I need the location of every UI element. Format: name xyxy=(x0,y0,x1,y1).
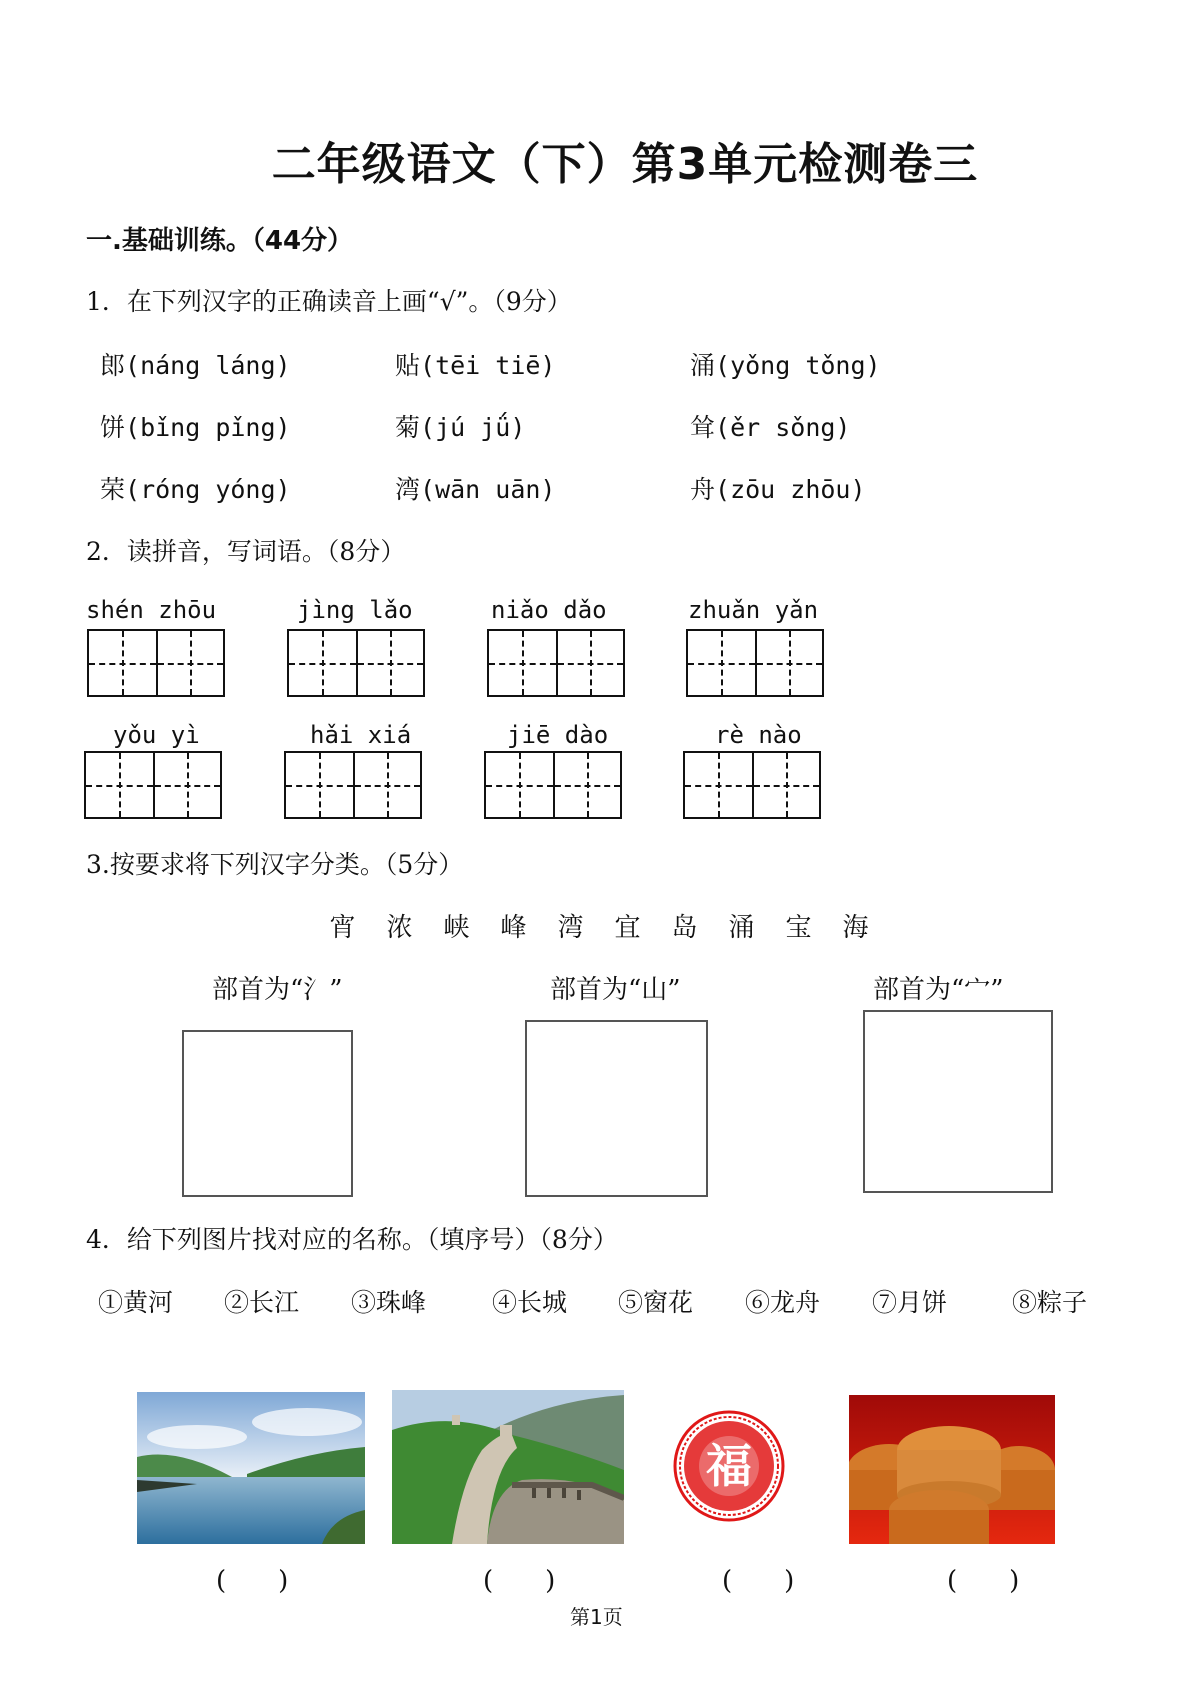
section-heading: 一.基础训练。（44分） xyxy=(86,226,354,256)
river-picture xyxy=(137,1392,365,1544)
sort-char: 宜 xyxy=(614,913,641,943)
answer-blank[interactable]: ( ) xyxy=(483,1566,556,1596)
writing-grid[interactable] xyxy=(686,629,824,697)
sort-char: 浓 xyxy=(386,913,413,943)
word-pinyin: rè nào xyxy=(715,721,802,749)
question-3-prompt: 3.按要求将下列汉字分类。（5分） xyxy=(86,850,464,879)
paper-cut-picture xyxy=(673,1410,785,1522)
answer-box-roof-radical[interactable] xyxy=(863,1010,1053,1193)
pinyin-choice-item[interactable]: 耸(ěr sǒng) xyxy=(690,413,851,442)
characters-to-sort xyxy=(314,907,884,944)
answer-box-mountain-radical[interactable] xyxy=(525,1020,708,1197)
pinyin-choice-item[interactable]: 舟(zōu zhōu) xyxy=(690,475,866,504)
answer-blank[interactable]: ( ) xyxy=(947,1566,1020,1596)
word-pinyin: niǎo dǎo xyxy=(491,596,607,624)
word-pinyin: shén zhōu xyxy=(86,596,217,624)
name-option: ⑤窗花 xyxy=(618,1288,694,1317)
sort-char: 宵 xyxy=(329,913,356,943)
answer-blank[interactable]: ( ) xyxy=(722,1566,795,1596)
sort-char: 宝 xyxy=(785,913,812,943)
word-pinyin: hǎi xiá xyxy=(310,721,412,749)
question-1-prompt: 1．在下列汉字的正确读音上画“√”。（9分） xyxy=(86,287,572,316)
writing-grid[interactable] xyxy=(284,751,422,819)
pinyin-choice-item[interactable]: 郎(náng láng) xyxy=(100,351,291,380)
word-pinyin: zhuǎn yǎn xyxy=(688,596,819,624)
writing-grid[interactable] xyxy=(487,629,625,697)
writing-grid[interactable] xyxy=(87,629,225,697)
pinyin-choice-item[interactable]: 菊(jú jǘ) xyxy=(395,413,526,442)
name-option: ⑥龙舟 xyxy=(745,1288,821,1317)
pinyin-choice-item[interactable]: 贴(tēi tiē) xyxy=(395,351,556,380)
sort-char: 海 xyxy=(842,913,869,943)
name-option: ③珠峰 xyxy=(351,1288,427,1317)
name-option: ⑦月饼 xyxy=(872,1288,948,1317)
radical-group-label: 部首为“山” xyxy=(550,975,681,1005)
sort-char: 涌 xyxy=(728,913,755,943)
name-option: ①黄河 xyxy=(98,1288,174,1317)
writing-grid[interactable] xyxy=(84,751,222,819)
question-4-prompt: 4．给下列图片找对应的名称。（填序号）（8分） xyxy=(86,1225,618,1254)
answer-blank[interactable]: ( ) xyxy=(216,1566,289,1596)
name-option: ②长江 xyxy=(224,1288,300,1317)
sort-char: 峰 xyxy=(500,913,527,943)
page-title: 二年级语文（下）第3单元检测卷三 xyxy=(271,139,979,190)
pinyin-choice-item[interactable]: 湾(wān uān) xyxy=(395,475,556,504)
sort-char: 峡 xyxy=(443,913,470,943)
word-pinyin: jìng lǎo xyxy=(297,596,413,624)
radical-group-label: 部首为“宀” xyxy=(873,975,1004,1005)
mooncake-picture xyxy=(849,1395,1055,1544)
word-pinyin: jiē dào xyxy=(507,721,609,749)
word-pinyin: yǒu yì xyxy=(113,721,200,749)
sort-char: 湾 xyxy=(557,913,584,943)
great-wall-picture xyxy=(392,1390,624,1544)
pinyin-choice-item[interactable]: 饼(bǐng pǐng) xyxy=(100,413,291,442)
sort-char: 岛 xyxy=(671,913,698,943)
question-2-prompt: 2．读拼音，写词语。（8分） xyxy=(86,537,406,566)
svg-text:福: 福 xyxy=(706,1439,752,1493)
writing-grid[interactable] xyxy=(683,751,821,819)
pinyin-choice-item[interactable]: 荣(róng yóng) xyxy=(100,475,291,504)
writing-grid[interactable] xyxy=(287,629,425,697)
writing-grid[interactable] xyxy=(484,751,622,819)
pinyin-choice-item[interactable]: 涌(yǒng tǒng) xyxy=(690,351,881,380)
answer-box-water-radical[interactable] xyxy=(182,1030,353,1197)
radical-group-label: 部首为“氵” xyxy=(212,975,343,1005)
name-option: ⑧粽子 xyxy=(1012,1288,1088,1317)
name-option: ④长城 xyxy=(492,1288,568,1317)
page-number: 第1页 xyxy=(570,1605,623,1629)
